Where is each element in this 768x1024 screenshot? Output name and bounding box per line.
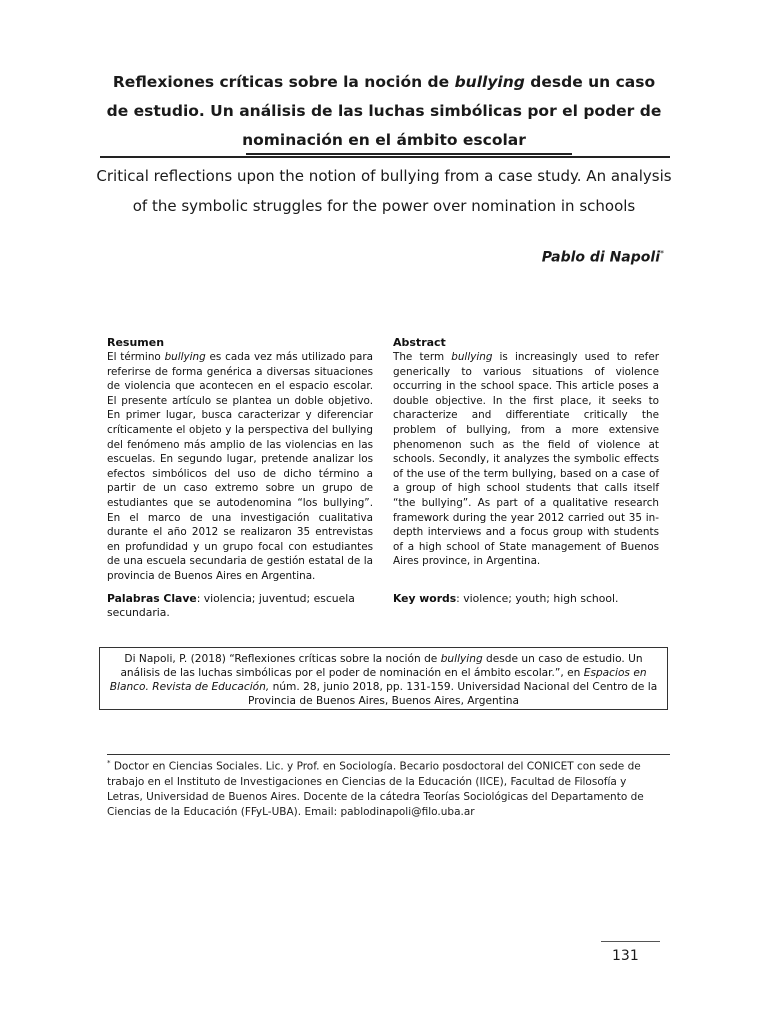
page-number-rule (601, 941, 660, 942)
abstract-body: The term bullying is increasingly used to refer generically to various situations of violence occurring in the school space. This article poses a double objective. In the first place, it seeks to characterize and differentiate critically the problem of bullying, from a more extensive phenomenon such as the field of violence at schools. Secondly, it analyzes the symbolic effects of the use of the term bullying, based on a case of a group of high school students that calls itself “the bullying”. As part of a qualitative research framework during the year 2012 carried out 35 in-depth interviews and a focus group with students of a high school of State management of Buenos Aires province, in Argentina. (393, 351, 660, 568)
resumen-section (107, 336, 373, 584)
title-spanish: Reflexiones críticas sobre la noción de bullying desde un caso de estudio. Un análisis de las luchas simbólicas por el poder de nominación en el ámbito escolar (106, 73, 662, 149)
title-italic-term: bullying (454, 73, 525, 91)
abstract-section (393, 336, 659, 569)
footnote-divider (107, 754, 670, 755)
resumen-body: El término bullying es cada vez más utilizado para referirse de forma genérica a diversas situaciones de violencia que acontecen en el espacio escolar. El presente artículo se plantea un doble objetivo. En primer lugar, busca caracterizar y diferenciar críticamente el objeto y la perspectiva del bullying del fenómeno más amplio de las violencias en las escuelas. En segundo lugar, pretende analizar los efectos simbólicos del uso de dicho término a partir de un caso extremo sobre un grupo de estudiantes que se autodenomina “los bullying”. En el marco de una investigación cualitativa durante el año 2012 se realizaron 35 entrevistas en profundidad y un grupo focal con estudiantes de una escuela secundaria de gestión estatal de la provincia de Buenos Aires en Argentina. (107, 351, 373, 582)
author-footnote-mark: * (660, 249, 664, 258)
author-name: Pablo di Napoli* (541, 249, 664, 266)
page-number: 131 (612, 948, 639, 964)
resumen-heading: Resumen (107, 336, 165, 349)
title-english: Critical reflections upon the notion of bullying from a case study. An analysis of the symbolic struggles for the power over nomination in schools (96, 167, 672, 215)
keywords-english: Key words: violence; youth; high school. (393, 592, 619, 605)
title-divider (100, 156, 670, 158)
title-underline (246, 153, 572, 155)
footnote: * Doctor en Ciencias Sociales. Lic. y Prof. en Sociología. Becario posdoctoral del CONICET con sede de trabajo en el Instituto de Investigaciones en Ciencias de la Educación (IICE), Facultad de Filosofía y Letras, Universidad de Buenos Aires. Docente de la cátedra Teorías Sociológicas del Departamento de Ciencias de la Educación (FFyL-UBA). Email: pablodinapoli@filo.uba.ar (107, 759, 644, 818)
citation-box: Di Napoli, P. (2018) “Reflexiones críticas sobre la noción de bullying desde un caso de estudio. Un análisis de las luchas simbólicas por el poder de nominación en el ámbito escolar.”, en Espacios en Blanco. Revista de Educación, núm. 28, junio 2018, pp. 131-159. Universidad Nacional del Centro de la Provincia de Buenos Aires, Buenos Aires, Argentina (99, 647, 668, 710)
abstract-heading: Abstract (393, 336, 446, 349)
keywords-spanish: Palabras Clave: violencia; juventud; escuela secundaria. (107, 592, 355, 619)
